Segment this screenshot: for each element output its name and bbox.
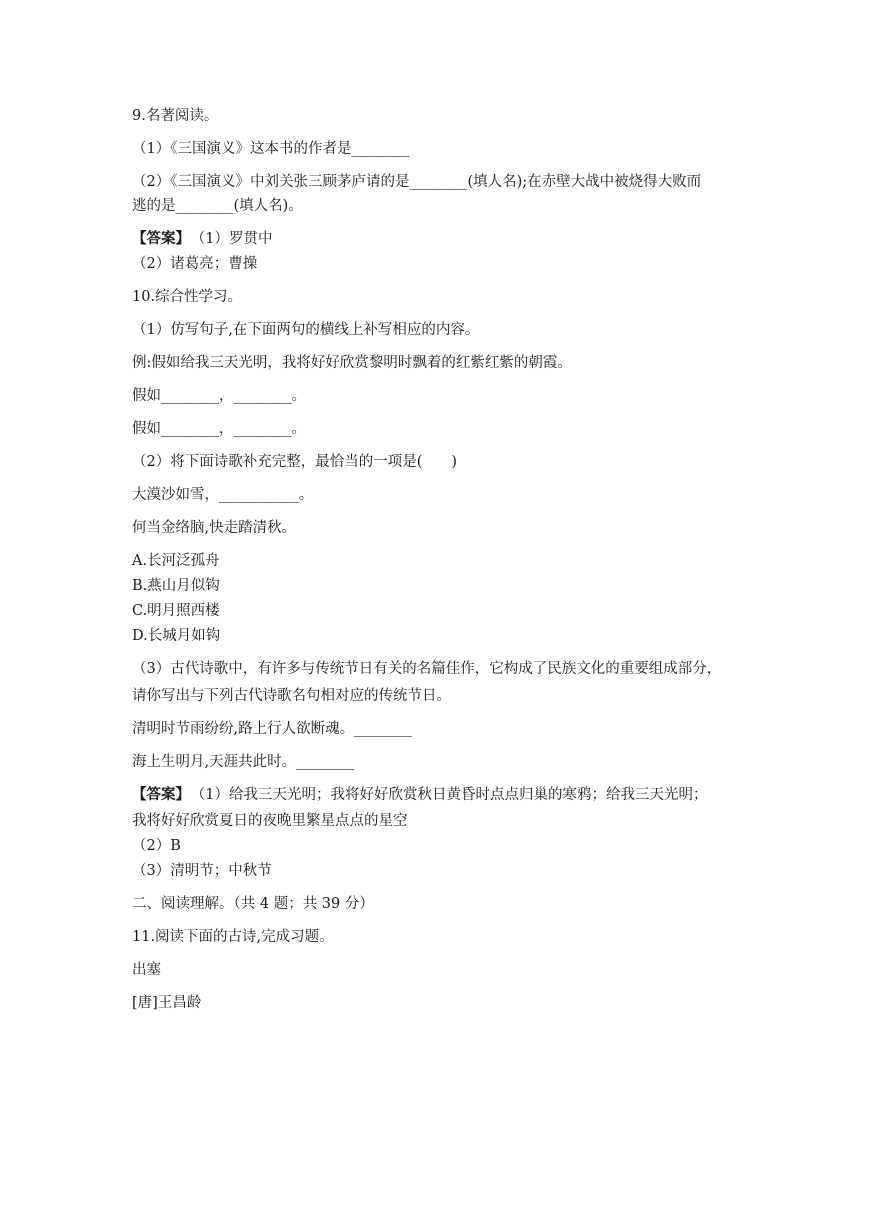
q10-poem1: 大漠沙如雪，___________。: [132, 487, 314, 503]
q10-verse2: 海上生明月,天涯共此时。________: [132, 754, 355, 770]
q10-answer1-line2: 我将好好欣赏夏日的夜晚里繁星点点的星空: [132, 813, 408, 829]
q9-answer: [132, 229, 744, 249]
document-page: [132, 106, 744, 1026]
q10-option-b: B.燕山月似钩: [132, 578, 220, 594]
q11-author: [唐]王昌龄: [132, 995, 202, 1011]
q10-sub3-line2: 请你写出与下列古代诗歌名句相对应的传统节日。: [132, 688, 451, 704]
q9-answer-label: 【答案】: [132, 230, 190, 247]
q10-answer-label: 【答案】: [132, 786, 190, 803]
q9-sub2-line2: 逃的是________(填人名)。: [132, 198, 303, 214]
q10-option-c: C.明月照西楼: [132, 603, 220, 619]
q10-option-a: A.长河泛孤舟: [132, 553, 220, 569]
q10-answer2: （2）B: [132, 838, 181, 854]
q9-sub1: （1）《三国演义》这本书的作者是________: [132, 141, 410, 157]
q10-blank1: 假如________，________。: [132, 388, 306, 404]
q10-answer3: （3）清明节；中秋节: [132, 863, 272, 879]
q10-title: 10.综合性学习。: [132, 289, 243, 305]
q10-blank2: 假如________，________。: [132, 421, 306, 437]
q9-answer1: （1）罗贯中: [198, 231, 273, 247]
q10-sub3-line1: （3）古代诗歌中，有许多与传统节日有关的名篇佳作，它构成了民族文化的重要组成部分，: [132, 661, 722, 677]
q9-title: 9.名著阅读。: [132, 108, 219, 124]
section2-title: 二、阅读理解。（共 4 题；共 39 分）: [132, 896, 374, 912]
q9-answer2: （2）诸葛亮；曹操: [132, 256, 258, 272]
q10-sub1: （1）仿写句子,在下面两句的横线上补写相应的内容。: [132, 322, 480, 338]
q10-answer: [132, 785, 744, 805]
q10-verse1: 清明时节雨纷纷,路上行人欲断魂。________: [132, 721, 413, 737]
q10-poem2: 何当金络脑,快走踏清秋。: [132, 520, 297, 536]
q11-title: 11.阅读下面的古诗,完成习题。: [132, 929, 334, 945]
q10-option-d: D.长城月如钩: [132, 628, 221, 644]
q10-example: 例:假如给我三天光明，我将好好欣赏黎明时飘着的红紫红紫的朝霞。: [132, 355, 572, 371]
q10-sub2: （2）将下面诗歌补充完整，最恰当的一项是( ): [132, 454, 458, 470]
q11-poem-title: 出塞: [132, 962, 161, 978]
q9-sub2-line1: （2）《三国演义》中刘关张三顾茅庐请的是________(填人名);在赤壁大战中被烧得大败而: [132, 174, 702, 190]
q10-answer1-line1: （1）给我三天光明；我将好好欣赏秋日黄昏时点点归巢的寒鸦；给我三天光明；: [198, 787, 708, 803]
